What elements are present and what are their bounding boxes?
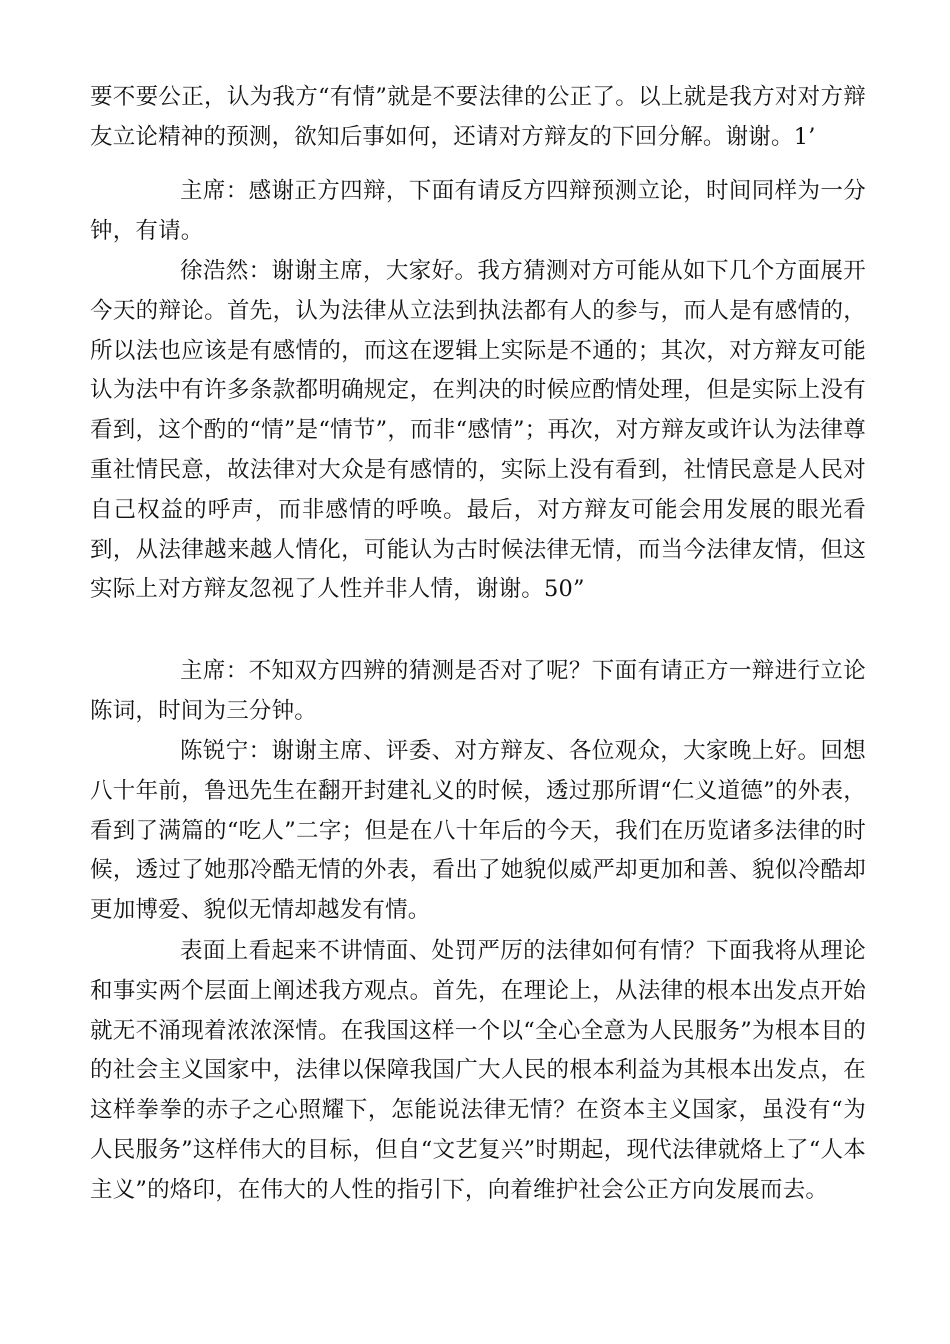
paragraph-2: 主席：感谢正方四辩，下面有请反方四辩预测立论，时间同样为一分钟，有请。	[90, 178, 866, 244]
text-block-6	[90, 932, 866, 1211]
text-block-5	[90, 732, 866, 931]
text-block-3	[90, 252, 866, 610]
paragraph-3: 徐浩然：谢谢主席，大家好。我方猜测对方可能从如下几个方面展开今天的辩论。首先，认为法律从立法到执法都有人的参与，而人是有感情的，所以法也应该是有感情的，而这在逻辑上实际是不通的；其次，对方辩友可能认为法中有许多条款都明确规定，在判决的时候应酌情处理，但是实际上没有看到，这个酌的“情”是“情节”，而非“感情”；再次，对方辩友或许认为法律尊重社情民意，故法律对大众是有感情的，实际上没有看到，社情民意是人民对自己权益的呼声，而非感情的呼唤。最后，对方辩友可能会用发展的眼光看到，从法律越来越人情化，可能认为古时候法律无情，而当今法律友情，但这实际上对方辩友忽视了人性并非人情，谢谢。50”	[90, 258, 866, 603]
text-block-1	[90, 78, 866, 158]
paragraph-1: 要不要公正，认为我方“有情”就是不要法律的公正了。以上就是我方对对方辩友立论精神的预测，欲知后事如何，还请对方辩友的下回分解。谢谢。1’	[90, 84, 866, 150]
paragraph-5: 陈锐宁：谢谢主席、评委、对方辩友、各位观众，大家晚上好。回想八十年前，鲁迅先生在翻开封建礼义的时候，透过那所谓“仁义道德”的外表，看到了满篇的“吃人”二字；但是在八十年后的今天，我们在历览诸多法律的时候，透过了她那冷酷无情的外表，看出了她貌似威严却更加和善、貌似冷酷却更加博爱、貌似无情却越发有情。	[90, 738, 866, 924]
text-block-4	[90, 652, 866, 732]
text-block-2	[90, 172, 866, 252]
paragraph-6: 表面上看起来不讲情面、处罚严厉的法律如何有情？下面我将从理论和事实两个层面上阐述我方观点。首先，在理论上，从法律的根本出发点开始就无不涌现着浓浓深情。在我国这样一个以“全心全意为人民服务”为根本目的的社会主义国家中，法律以保障我国广大人民的根本利益为其根本出发点，在这样拳拳的赤子之心照耀下，怎能说法律无情？在资本主义国家，虽没有“为人民服务”这样伟大的目标，但自“文艺复兴”时期起，现代法律就烙上了“人本主义”的烙印，在伟大的人性的指引下，向着维护社会公正方向发展而去。	[90, 938, 866, 1203]
paragraph-4: 主席：不知双方四辨的猜测是否对了呢？下面有请正方一辩进行立论陈词，时间为三分钟。	[90, 658, 866, 724]
